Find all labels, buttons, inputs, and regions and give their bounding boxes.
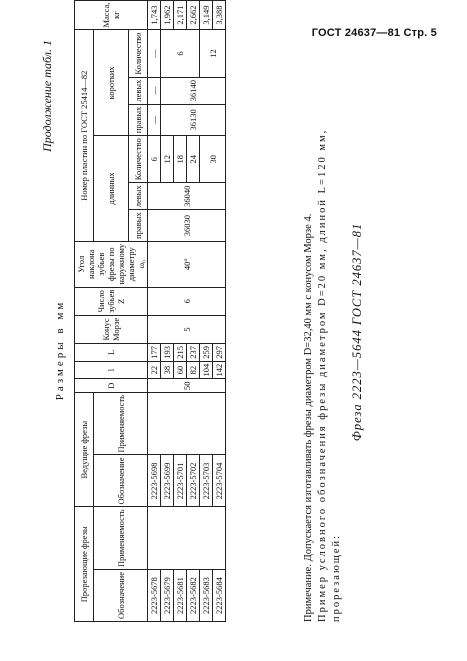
cell-L: 297 [213,343,226,361]
cell-mass: 1,962 [161,0,174,30]
cell-long-qty: 18 [174,136,187,183]
col-l: l [75,361,148,379]
cell-long-left: 36040 [148,183,226,210]
cell-l: 60 [174,361,187,379]
table-row [148,0,161,621]
col-L: L [75,343,148,361]
cell-lead: 2223-5701 [174,455,187,507]
col-short-qty: Количество [129,30,148,77]
cell-L: 215 [174,343,187,361]
cell-z: 6 [148,287,226,315]
cell-short-right: 36130 [161,104,226,136]
cell-L: 237 [187,343,200,361]
cell-l: 22 [148,361,161,379]
cell-lead: 2223-5702 [187,455,200,507]
cell-l: 142 [213,361,226,379]
cell-long-qty: 30 [200,136,226,183]
cell-short-qty: 6 [161,30,200,77]
cell-cutter: 2223-5683 [200,570,213,622]
col-short-left: левых [129,77,148,104]
cell-cutter: 2223-5681 [174,570,187,622]
cell-L: 193 [161,343,174,361]
col-mass: Масса, кг [75,0,148,30]
cell-mass: 3,149 [200,0,213,30]
cell-applic [148,392,226,455]
cell-mass: 3,388 [213,0,226,30]
cell-cutter: 2223-5682 [187,570,200,622]
col-lead: Ведущие фрезы [75,392,94,507]
cell-long-qty: 6 [148,136,161,183]
example-code: Фреза 2223—5644 ГОСТ 24637—81 [350,222,364,442]
cell-short-left: — [148,77,161,104]
specs-table [74,0,226,622]
cell-l: 104 [200,361,213,379]
cell-l: 82 [187,361,200,379]
page-header: ГОСТ 24637—81 Стр. 5 [311,27,437,39]
cell-short-left: 36140 [161,77,226,104]
cell-long-right: 36030 [148,210,226,242]
col-short: коротких [94,30,129,136]
col-cutter: Прорезающие фрезы [75,507,94,622]
col-cutter-designation: Обозначение [94,570,148,622]
cell-morse: 5 [148,315,226,343]
cell-short-qty: 12 [200,30,226,77]
col-long-left: левых [129,183,148,210]
col-lead-applic: Применяемость [94,392,148,455]
col-lead-designation: Обозначение [94,455,148,507]
table-note: Примечание. Допускается изготавливать фрезы диаметром D=32,40 мм с конусом Морзе 4. [303,213,314,622]
cell-applic [148,507,226,570]
col-long-qty: Количество [129,136,148,183]
cell-mass: 2,171 [174,0,187,30]
cell-lead: 2223-5703 [200,455,213,507]
cell-D: 50 [148,379,226,393]
cell-L: 177 [148,343,161,361]
cell-long-qty: 12 [161,136,174,183]
col-z: Число зубьев Z [75,287,148,315]
col-D: D [75,379,148,393]
cell-cutter: 2223-5679 [161,570,174,622]
cell-cutter: 2223-5678 [148,570,161,622]
cell-lead: 2223-5699 [161,455,174,507]
col-long-right: правых [129,210,148,242]
table-caption: Продолжение табл. 1 [40,40,54,152]
table-title: Размеры в мм [54,299,66,401]
col-cutter-applic: Применяемость [94,507,148,570]
col-morse: Конус Морзе [75,315,148,343]
cell-mass: 1,743 [148,0,161,30]
cell-lead: 2223-5704 [213,455,226,507]
cell-long-qty: 24 [187,136,200,183]
cell-cutter: 2223-5684 [213,570,226,622]
cell-mass: 2,662 [187,0,200,30]
cell-L: 259 [200,343,213,361]
cell-lead: 2223-5698 [148,455,161,507]
col-short-right: правых [129,104,148,136]
col-long: длинных [94,136,129,242]
cell-short-qty: — [148,30,161,77]
example-text: Пример условного обозначения фрезы диаметром D=20 мм, длиной L=120 мм, прорезающей: [317,128,342,622]
cell-short-right: — [148,104,161,136]
cell-angle: 40° [148,241,226,287]
rotated-content [40,2,440,630]
notes-block [302,42,364,622]
cell-l: 38 [161,361,174,379]
col-plates: Номер пластин по ГОСТ 25414—82 [75,30,94,241]
col-angle: Угол наклона зубьев фрезы по наружному диаметру ω₀ [75,241,148,287]
